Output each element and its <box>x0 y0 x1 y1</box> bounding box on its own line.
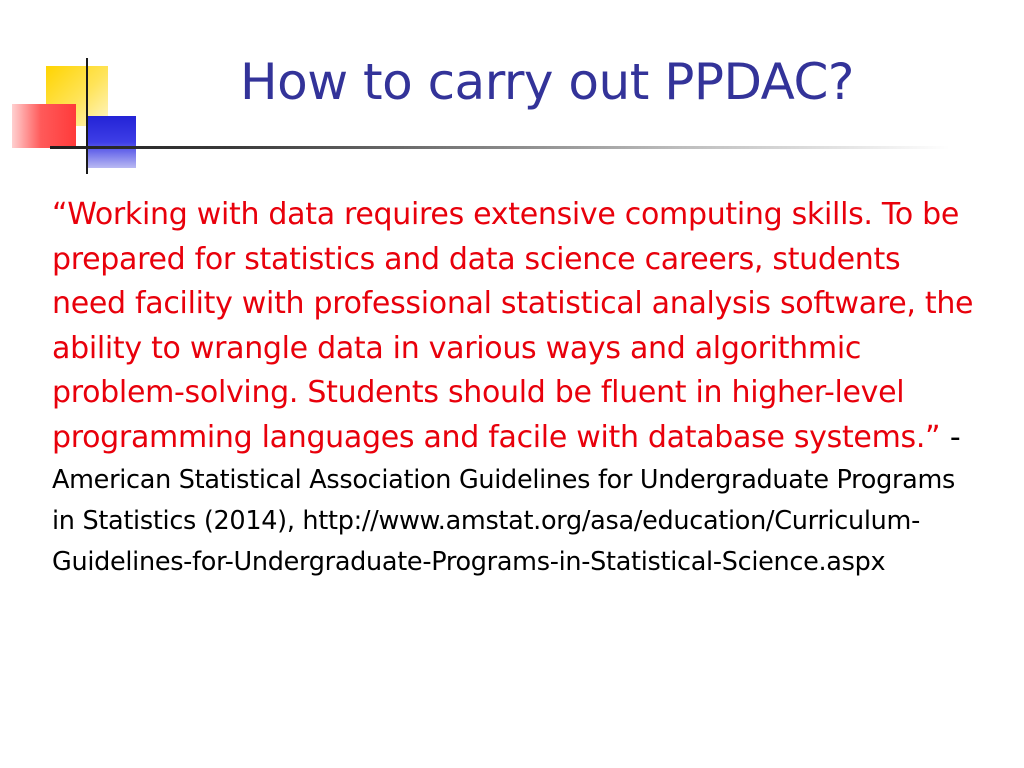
citation-dash: - <box>940 419 961 455</box>
vertical-rule <box>86 58 88 174</box>
decorative-logo <box>0 0 160 180</box>
blue-square-decoration <box>86 116 136 168</box>
red-square-decoration <box>12 104 76 148</box>
quote-text: “Working with data requires extensive computing skills. To be prepared for statistics and data science careers, students need facility with professional statistical analysis software, the ability to wrangle data in various ways and algorithmic problem-solving. Students should be fluent in higher-level programming languages and facile with database systems.” <box>52 197 974 455</box>
title-underline-rule <box>50 146 950 149</box>
slide-title: How to carry out PPDAC? <box>240 53 854 111</box>
slide-body <box>52 193 982 583</box>
citation-text: American Statistical Association Guidelines for Undergraduate Programs in Statistics (2014), http://www.amstat.org/asa/education/Curriculum-Guidelines-for-Undergraduate-Programs-in-Statistical-Science.aspx <box>52 465 955 577</box>
